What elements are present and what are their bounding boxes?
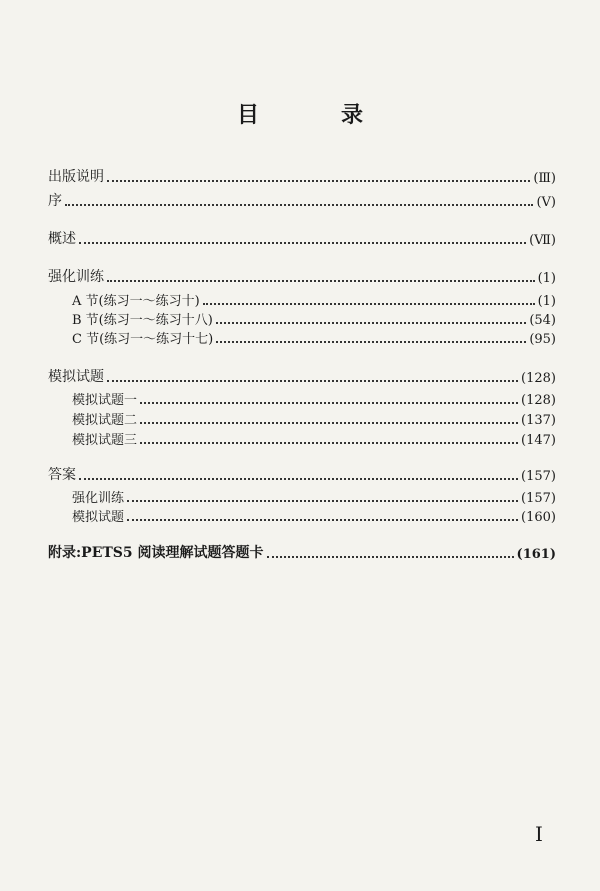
toc-page-number: (161): [516, 547, 556, 562]
toc-label: B 节(练习一～练习十八): [72, 313, 213, 328]
toc-label: A 节(练习一～练习十): [72, 294, 200, 309]
toc-entry: [48, 462, 556, 484]
toc-label: 概述: [48, 231, 76, 247]
dot-leader: [267, 555, 514, 558]
toc-label: 模拟试题: [72, 510, 125, 525]
dot-leader: [140, 421, 518, 424]
toc-label: 模拟试题三: [72, 433, 138, 448]
toc-entry-appendix: [48, 540, 556, 562]
toc-page-number: (160): [521, 510, 556, 525]
toc-subentry: [72, 386, 556, 408]
toc-label: 模拟试题: [48, 369, 104, 385]
dot-leader: [127, 499, 518, 502]
page-title: 目 录: [236, 102, 393, 128]
dot-leader: [79, 241, 526, 244]
dot-leader: [140, 401, 518, 404]
toc-page-number: (1): [537, 271, 556, 286]
toc-subentry: [72, 325, 556, 347]
toc-label: 模拟试题一: [72, 393, 138, 408]
toc-label: C 节(练习一～练习十七): [72, 332, 214, 347]
toc-label: 序: [48, 193, 62, 209]
toc-label: 强化训练: [48, 269, 104, 285]
dot-leader: [79, 477, 518, 480]
toc-page-number: (147): [521, 433, 556, 448]
dot-leader: [140, 441, 518, 444]
folio-page-number: Ⅰ: [535, 822, 543, 846]
toc-entry: [48, 226, 556, 248]
dot-leader: [216, 321, 526, 324]
toc-page-number: (137): [521, 413, 556, 428]
dot-leader: [127, 518, 518, 521]
toc-label: 模拟试题二: [72, 413, 138, 428]
toc-page-number: (Ⅴ): [536, 195, 556, 210]
toc-page-number: (54): [529, 313, 556, 328]
toc-subentry: [72, 406, 556, 428]
toc-label: 出版说明: [48, 169, 104, 185]
toc-label: 答案: [48, 467, 76, 483]
toc-entry: [48, 164, 556, 186]
dot-leader: [203, 302, 535, 305]
toc-page-number: (Ⅲ): [533, 171, 556, 186]
toc-label: 附录:PETS5 阅读理解试题答题卡: [48, 545, 264, 561]
toc-subentry: [72, 503, 556, 525]
toc-entry: [48, 264, 556, 286]
toc-page-number: (157): [521, 469, 556, 484]
toc-label: 强化训练: [72, 491, 125, 506]
toc-subentry: [72, 426, 556, 448]
toc-page-number: (128): [521, 393, 556, 408]
toc-entry: [48, 188, 556, 210]
dot-leader: [107, 279, 535, 282]
toc-page-number: (1): [537, 294, 556, 309]
toc-page-number: (157): [521, 491, 556, 506]
toc-page-number: (128): [521, 371, 556, 386]
dot-leader: [107, 179, 530, 182]
toc-page-number: (95): [529, 332, 556, 347]
dot-leader: [65, 203, 533, 206]
toc-page-number: (Ⅶ): [529, 233, 556, 248]
toc-entry: [48, 364, 556, 386]
dot-leader: [216, 340, 526, 343]
dot-leader: [107, 379, 518, 382]
